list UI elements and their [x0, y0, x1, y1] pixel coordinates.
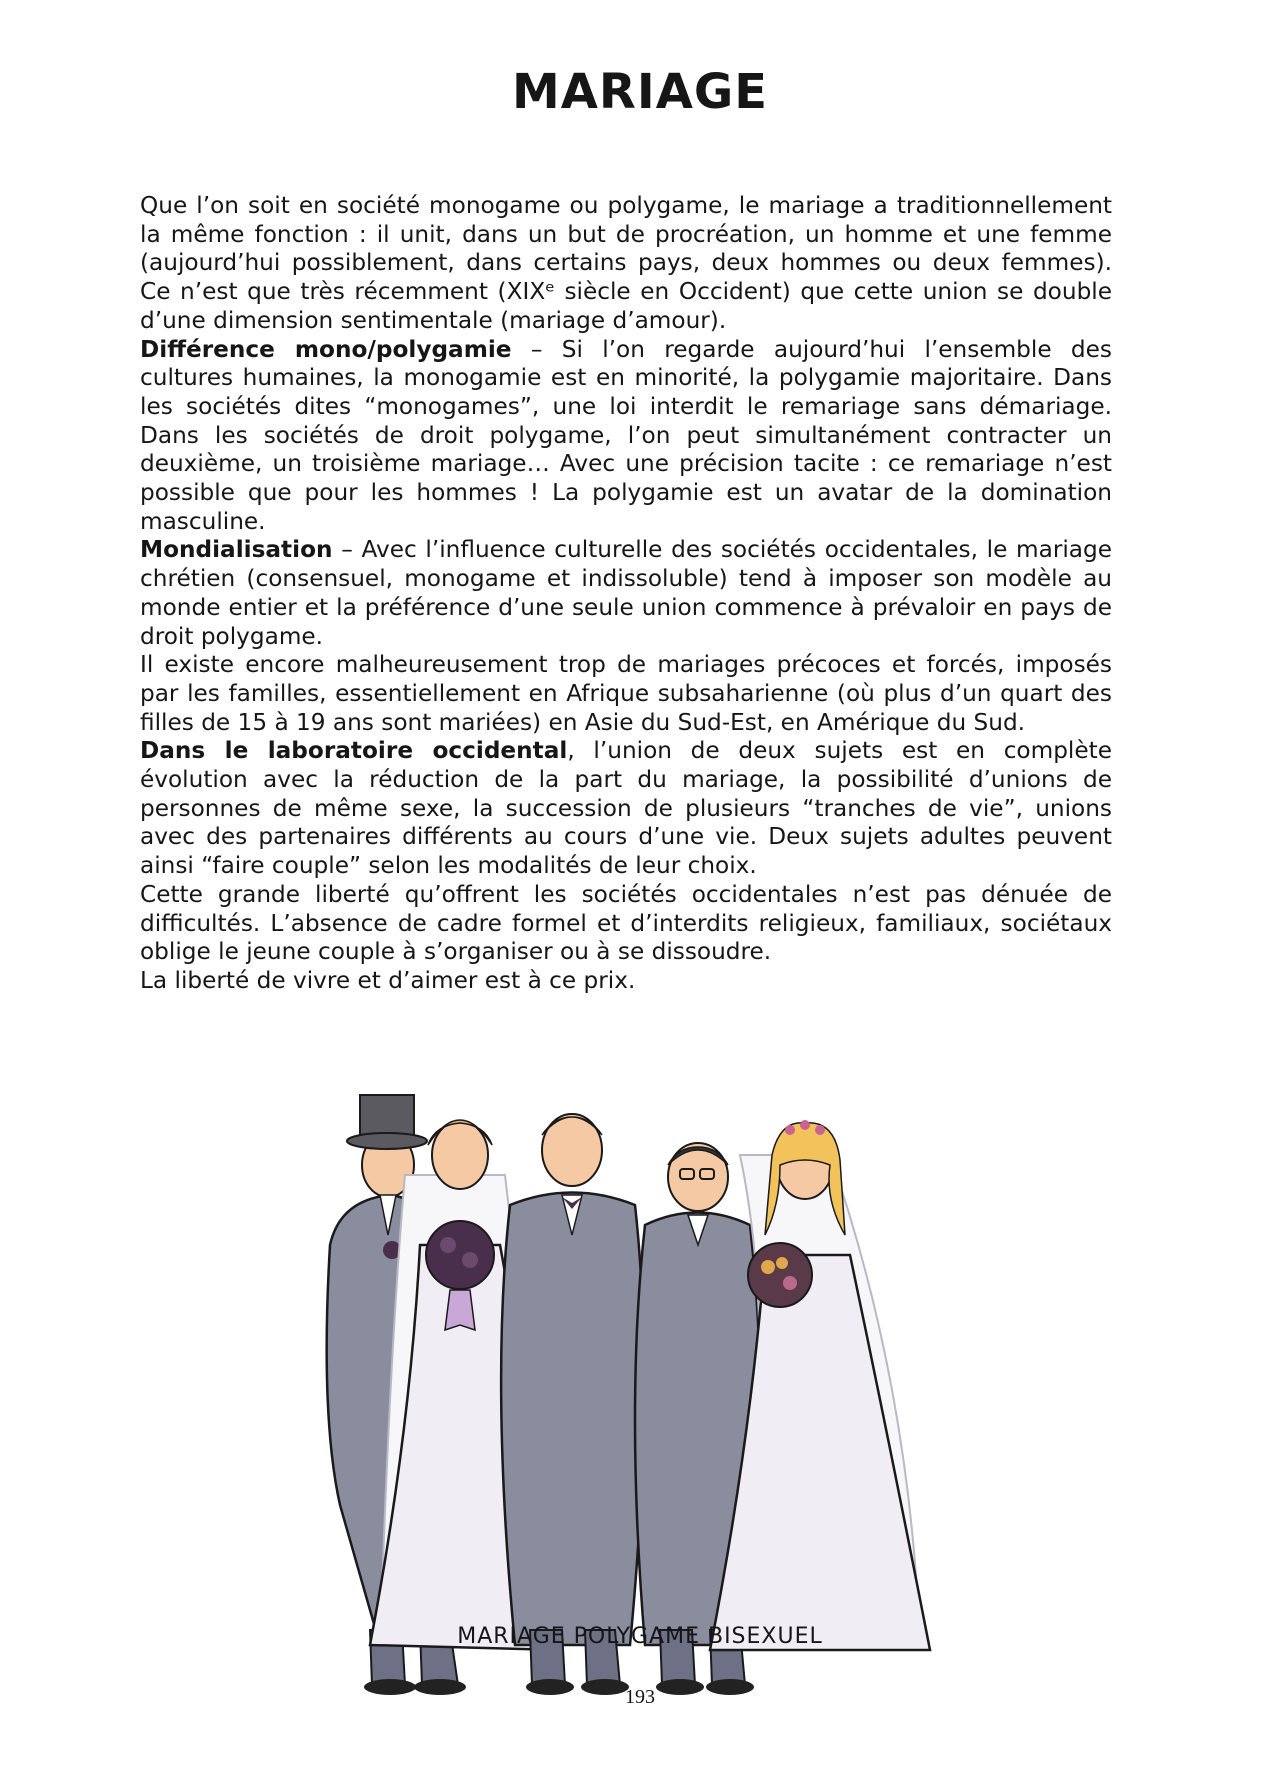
- paragraph-intro: Que l’on soit en société monogame ou polygame, le mariage a traditionnellement la même fonction : il unit, dans un but de procréation, un homme et une femme (aujourd’hui possiblement, dans certains pays, deux hommes ou deux femmes). Ce n’est que très récemment (XIXᵉ siècle en Occident) que cette union se double d’une dimension sentimentale (mariage d’amour).: [140, 192, 1112, 334]
- paragraph-mondialisation-label: Mondialisation: [140, 536, 333, 564]
- paragraph-laboratoire: [140, 737, 1112, 881]
- paragraph-laboratoire-text: , l’union de deux sujets est en complète évolution avec la réduction de la part du mariage, la possibilité d’unions de personnes de même sexe, la succession de plusieurs “tranches de vie”, unions avec des partenaires différents au cours d’une vie. Deux sujets adultes peuvent ainsi “faire couple” selon les modalités de leur choix.: [140, 737, 1112, 880]
- paragraph-mondialisation: [140, 536, 1112, 651]
- paragraph-difference-label: Différence mono/polygamie: [140, 335, 512, 363]
- paragraph-conclusion: La liberté de vivre et d’aimer est à ce prix.: [140, 966, 636, 994]
- article-body: [140, 192, 1112, 996]
- paragraph-difference: [140, 336, 1112, 537]
- page-title: MARIAGE: [511, 64, 769, 120]
- wedding-group-illustration: [310, 1085, 990, 1765]
- paragraph-difference-text: – Si l’on regarde aujourd’hui l’ensemble des cultures humaines, la monogamie est en minorité, la polygamie majoritaire. Dans les sociétés dites “monogames”, une loi interdit le remariage sans démariage. Dans les sociétés de droit polygame, l’on peut simultanément contracter un deuxième, un troisième mariage… Avec une précision tacite : ce remariage n’est possible que pour les hommes ! La polygamie est un avatar de la domination masculine.: [140, 335, 1112, 535]
- paragraph-forced-marriages: Il existe encore malheureusement trop de mariages précoces et forcés, imposés par les familles, essentiellement en Afrique subsaharienne (où plus d’un quart des filles de 15 à 19 ans sont mariées) en Asie du Sud-Est, en Amérique du Sud.: [140, 651, 1112, 736]
- paragraph-laboratoire-label: Dans le laboratoire occidental: [140, 737, 568, 765]
- paragraph-mondialisation-text: – Avec l’influence culturelle des sociétés occidentales, le mariage chrétien (consensuel, monogame et indissoluble) tend à imposer son modèle au monde entier et la préférence d’une seule union commence à prévaloir en pays de droit polygame.: [140, 536, 1112, 650]
- page-number: 193: [625, 1686, 655, 1708]
- paragraph-liberte: Cette grande liberté qu’offrent les sociétés occidentales n’est pas dénuée de difficultés. L’absence de cadre formel et d’interdits religieux, familiaux, sociétaux oblige le jeune couple à s’organiser ou à se dissoudre.: [140, 880, 1112, 966]
- illustration-caption: MARIAGE POLYGAME BISEXUEL: [457, 1624, 823, 1649]
- groom-center-figure: [501, 1114, 644, 1695]
